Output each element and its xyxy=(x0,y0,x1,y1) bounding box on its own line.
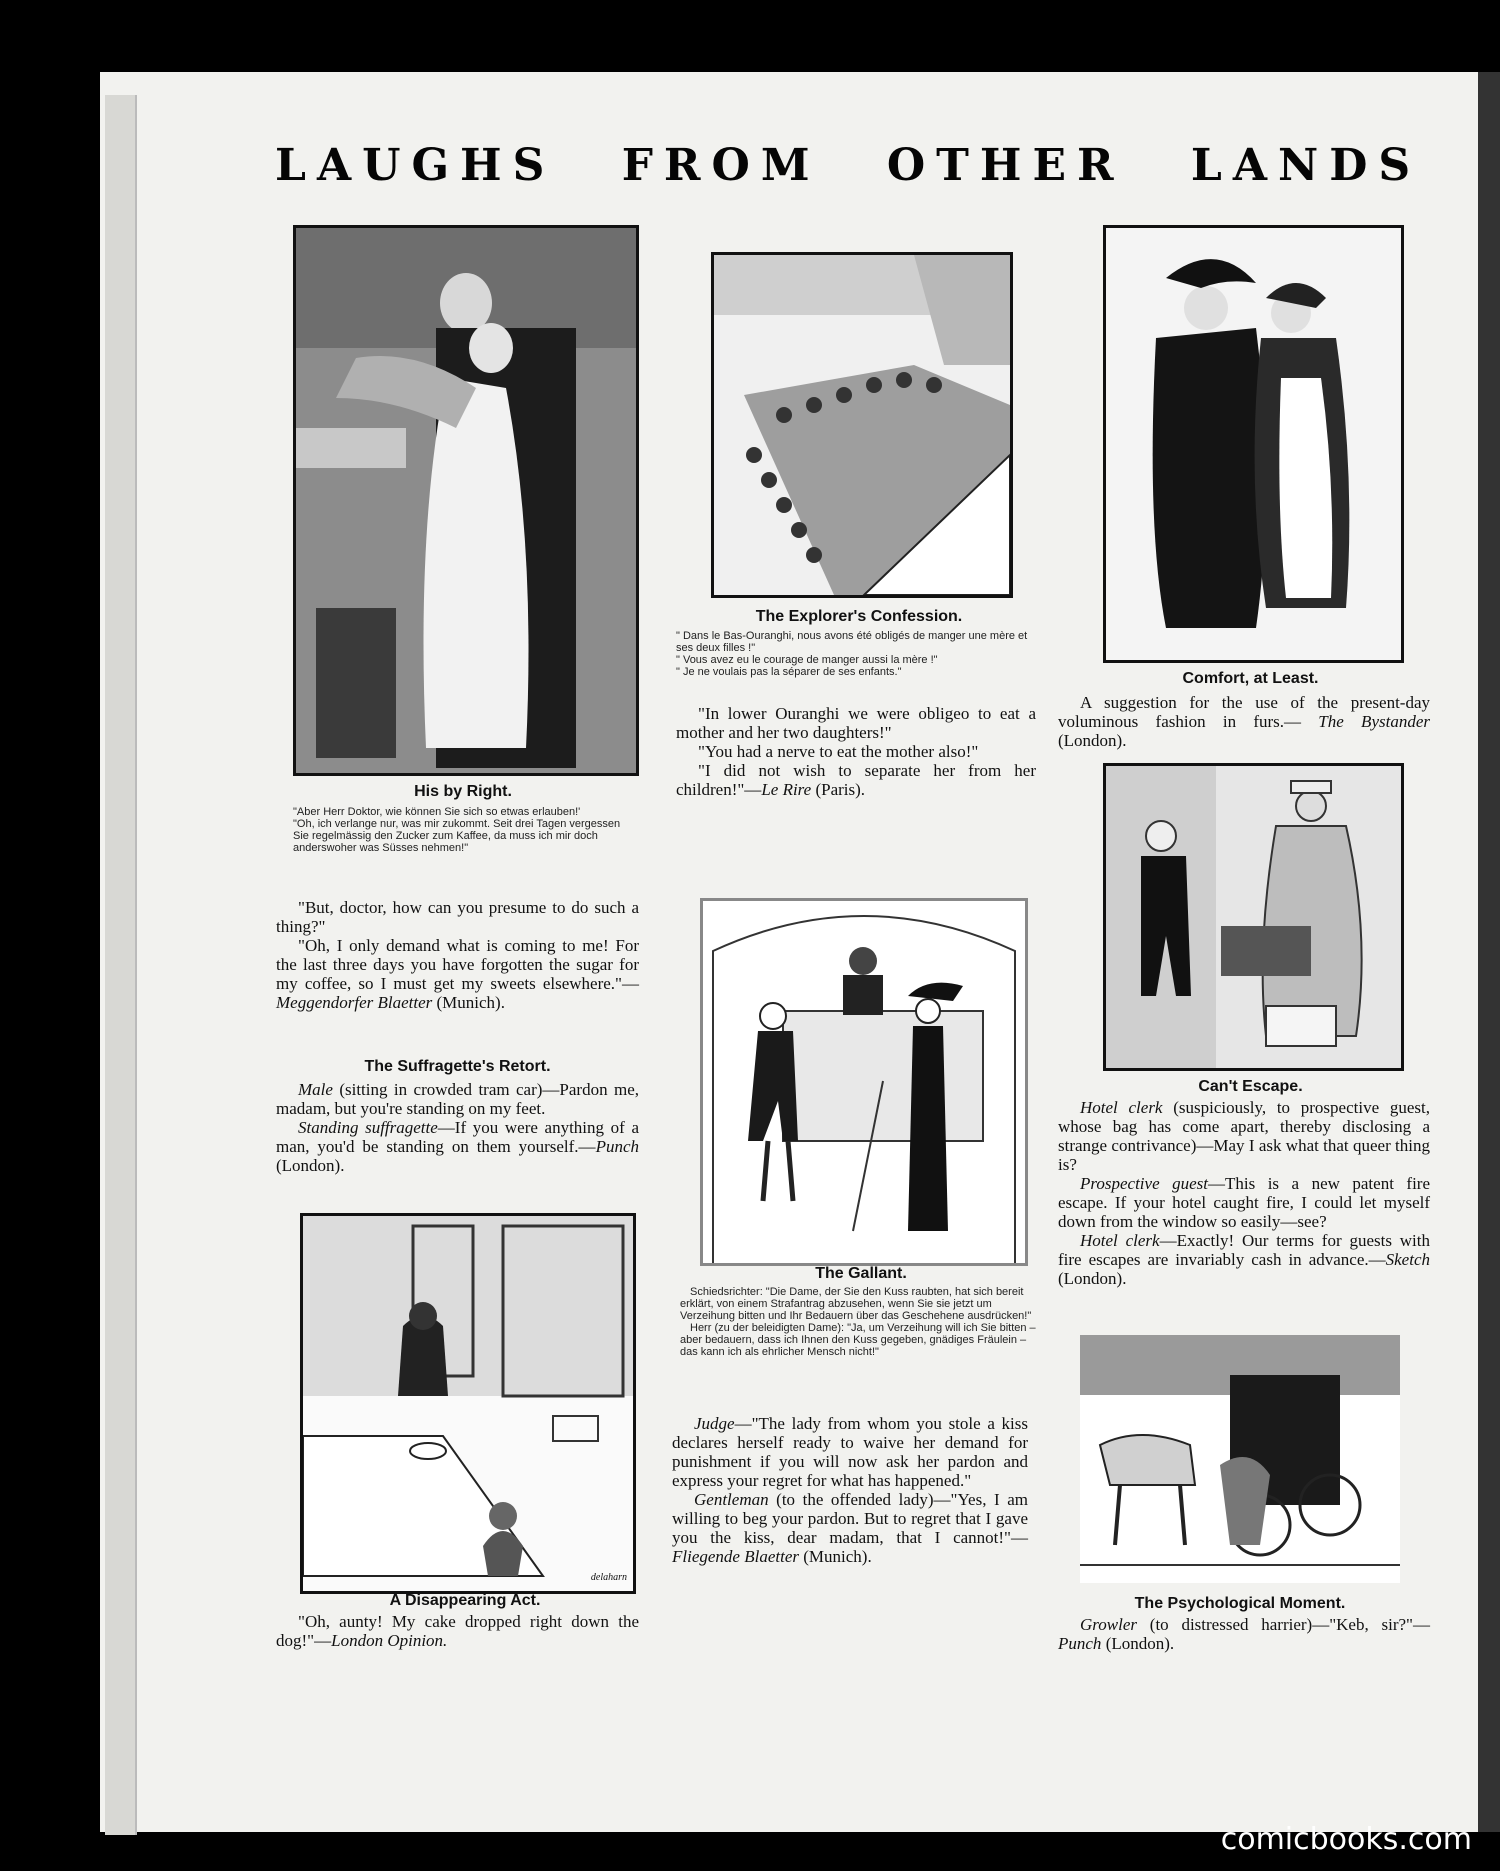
text-comfort-at-least xyxy=(1058,693,1430,750)
dialog-line: Standing suffragette—If you were anything of a man, you'd be standing on them yourself.—Punch (London). xyxy=(276,1118,639,1175)
caption-the-gallant: The Gallant. xyxy=(815,1265,907,1282)
original-line: " Dans le Bas-Ouranghi, nous avons été obligés de manger une mère et ses deux filles !" xyxy=(676,630,1028,654)
dialog-line: "In lower Ouranghi we were obligeo to eat a mother and her two daughters!" xyxy=(676,704,1036,742)
text-his-by-right xyxy=(276,898,639,1012)
source-name: Fliegende Blaetter xyxy=(672,1547,799,1566)
illustration-comfort-at-least xyxy=(1103,225,1404,663)
book-spine xyxy=(1478,72,1500,1832)
original-line: "Aber Herr Doktor, wie können Sie sich so etwas erlauben!' xyxy=(293,806,581,818)
source-name: Le Rire xyxy=(761,780,812,799)
text-explorers-confession xyxy=(676,704,1036,799)
text-the-gallant xyxy=(672,1414,1028,1566)
source-name: The Bystander xyxy=(1318,712,1430,731)
caption-cant-escape: Can't Escape. xyxy=(1198,1078,1303,1095)
french-original-explorer xyxy=(676,630,1036,678)
caption-psychological-moment: The Psychological Moment. xyxy=(1134,1595,1346,1612)
heading-suffragette: The Suffragette's Retort. xyxy=(364,1058,551,1075)
dialog-line: Gentleman (to the offended lady)—"Yes, I am willing to beg your pardon. But to regret that I gave you the kiss, dear madam, that I cannot!"— Fliegende Blaetter (Munich). xyxy=(672,1490,1028,1566)
source-name: Punch xyxy=(1058,1634,1102,1653)
illustration-his-by-right xyxy=(293,225,639,776)
german-original-gallant xyxy=(680,1286,1036,1358)
illustration-cant-escape xyxy=(1103,763,1404,1071)
artist-signature: delaharn xyxy=(590,1572,627,1583)
dialog-line: "Oh, I only demand what is coming to me! For the last three days you have forgotten the sugar for my coffee, so I must get my sweets elsewhere."— Meggendorfer Blaetter (Munich). xyxy=(276,936,639,1012)
caption-his-by-right: His by Right. xyxy=(414,783,512,800)
source-name: Sketch xyxy=(1385,1250,1430,1269)
german-original-his-by-right xyxy=(293,806,638,854)
dialog-line: "Oh, aunty! My cake dropped right down the dog!"—London Opinion. xyxy=(276,1612,639,1650)
dialog-line: "You had a nerve to eat the mother also!" xyxy=(698,742,979,761)
caption-explorers-confession: The Explorer's Confession. xyxy=(755,608,963,625)
original-line: Schiedsrichter: "Die Dame, der Sie den Kuss raubten, hat sich bereit erklärt, von einem Strafantrag abzusehen, wenn Sie sie jetzt um Verzeihung bitten und Ihr Bedauern über das Geschehene ausdrücken!" xyxy=(680,1286,1032,1322)
illustration-disappearing-act xyxy=(300,1213,636,1594)
illustration-the-gallant xyxy=(700,898,1028,1266)
dialog-line: "But, doctor, how can you presume to do such a thing?" xyxy=(276,898,639,936)
original-line: " Vous avez eu le courage de manger aussi la mère !" xyxy=(676,654,938,666)
dialog-line: "I did not wish to separate her from her children!"—Le Rire (Paris). xyxy=(676,761,1036,799)
text-suffragette xyxy=(276,1080,639,1175)
text-disappearing-act xyxy=(276,1612,639,1650)
original-line: "Oh, ich verlange nur, was mir zukommt. Seit drei Tagen vergessen Sie regelmässig den Zucker zum Kaffee, da muss ich mir doch anderswoher was Süsses nehmen!" xyxy=(293,818,621,854)
source-name: Punch xyxy=(595,1137,639,1156)
page-edge xyxy=(105,95,137,1835)
dialog-line: Growler (to distressed harrier)—"Keb, sir?"—Punch (London). xyxy=(1058,1615,1430,1653)
page-title: LAUGHS FROM OTHER LANDS xyxy=(275,140,1422,191)
dialog-line: Male (sitting in crowded tram car)—Pardon me, madam, but you're standing on my feet. xyxy=(276,1080,639,1118)
dialog-line: Judge—"The lady from whom you stole a kiss declares herself ready to waive her demand for punishment if you will now ask her pardon and express your regret for what has happened." xyxy=(672,1414,1028,1490)
dialog-line: A suggestion for the use of the present-day voluminous fashion in furs.— The Bystander (London). xyxy=(1058,693,1430,750)
illustration-explorers-confession xyxy=(711,252,1013,598)
original-line: Herr (zu der beleidigten Dame): "Ja, um Verzeihung will ich Sie bitten – aber bedauern, dass ich Ihnen den Kuss gegeben, gnädiges Fräulein – das kann ich als ehrlicher Mensch nicht!" xyxy=(680,1322,1036,1358)
watermark: comicbooks.com xyxy=(1220,1822,1472,1857)
text-cant-escape xyxy=(1058,1098,1430,1288)
dialog-line: Hotel clerk—Exactly! Our terms for guests with fire escapes are invariably cash in advance.—Sketch (London). xyxy=(1058,1231,1430,1288)
dialog-line: Prospective guest—This is a new patent fire escape. If your hotel caught fire, I could let myself down from the window so easily—see? xyxy=(1058,1174,1431,1231)
original-line: " Je ne voulais pas la séparer de ses enfants." xyxy=(676,666,902,678)
text-psychological-moment xyxy=(1058,1615,1430,1653)
dialog-line: Hotel clerk (suspiciously, to prospective guest, whose bag has come apart, thereby disclosing a strange contrivance)—May I ask what that queer thing is? xyxy=(1058,1098,1430,1174)
source-name: Meggendorfer Blaetter xyxy=(276,993,433,1012)
caption-comfort-at-least: Comfort, at Least. xyxy=(1182,670,1319,687)
illustration-psychological-moment xyxy=(1080,1335,1400,1583)
source-name: London Opinion. xyxy=(331,1631,448,1650)
caption-disappearing-act: A Disappearing Act. xyxy=(389,1592,541,1609)
